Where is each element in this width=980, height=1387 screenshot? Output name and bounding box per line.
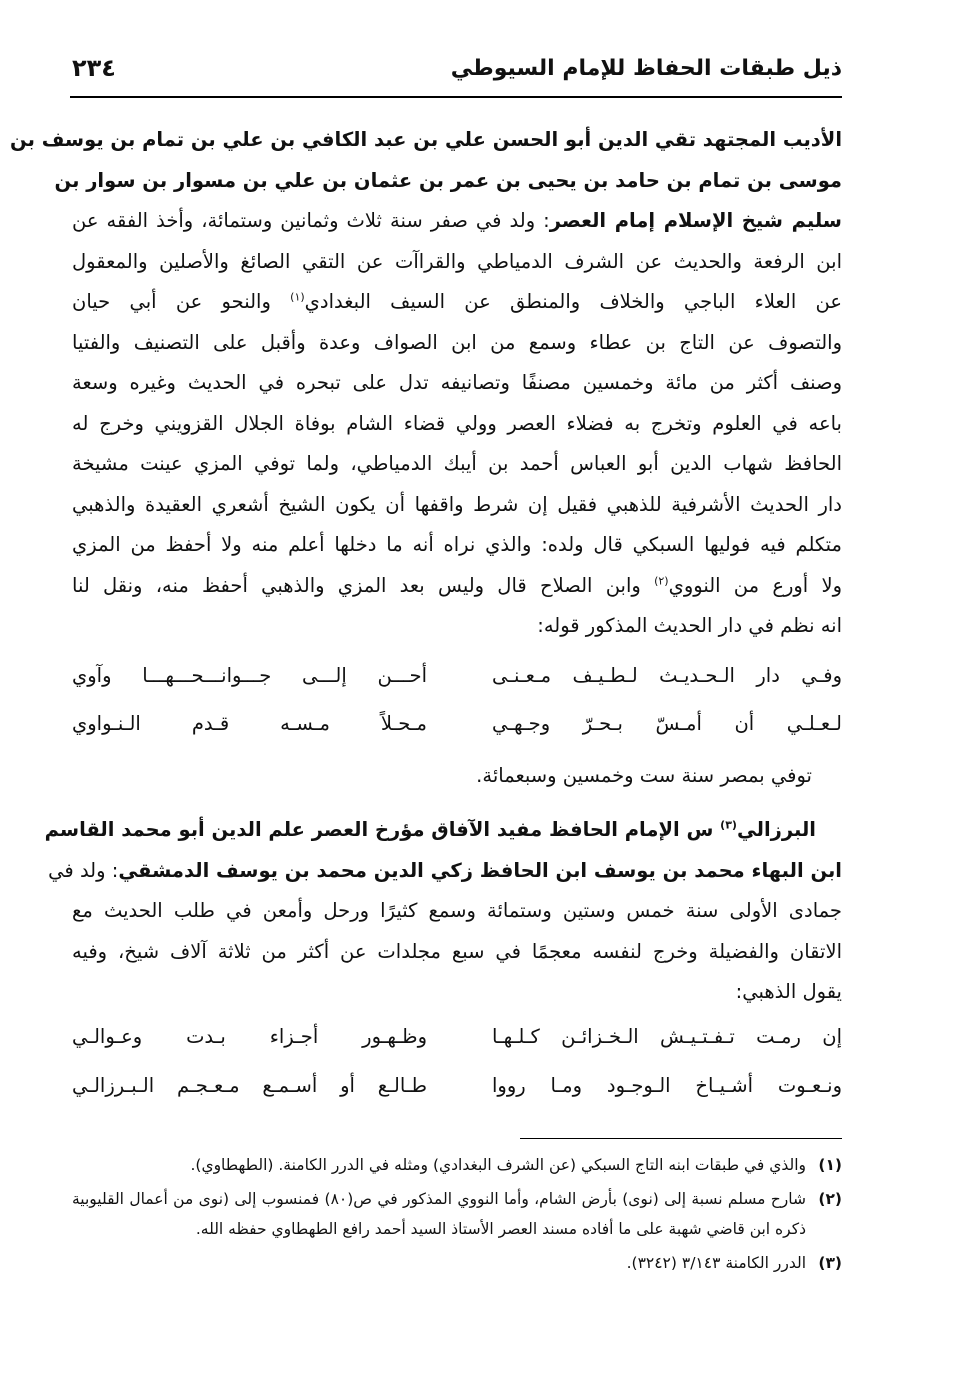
text-run: : ولد في	[48, 858, 119, 882]
footnote-text: الدرر الكامنة ٣/١٤٣ (٣٢٤٢).	[626, 1254, 806, 1272]
text-line: الحافظ شهاب الدين أبو العباس أحمد بن أيبك الدمياطي، ولما توفي المزي عينت مشيخة	[72, 452, 842, 475]
footnote-mark-2: (٢)	[654, 574, 669, 587]
verse-hemistich: مـحـلاً مـسـه قـدم الـنـواوي	[72, 712, 427, 735]
text-line: الاتقان والفضيلة وخرج لنفسه معجمًا في سبع مجلدات عن أكثر من ثلاثة آلاف شيخ، وفيه	[72, 939, 842, 963]
footnote	[72, 1150, 842, 1180]
verse-hemistich: إن رمـت تـفـتـيـش الـخـزائـن كـلـهـا	[492, 1025, 842, 1048]
verse-hemistich: لـعـلـي أن أمـسّ بـحـرّ وجـهـي	[492, 712, 842, 735]
running-title: ذيل طبقات الحفاظ للإمام السيوطي	[450, 56, 842, 81]
text-line: متكلم فيه فوليها السبكي قال ولده: والذي نراه أنه ما دخلها أعلم منه ولا أحفظ من المزي	[72, 533, 842, 556]
verse-line	[72, 1074, 842, 1116]
text-run: ولا أورع من النووي	[668, 573, 842, 597]
text-line	[44, 810, 842, 851]
text-line: جمادى الأولى سنة خمس وستين وستمائة وسمع كثيرًا ورحل وأمعن في طلب الحديث مع	[72, 899, 842, 922]
verse-line	[72, 1025, 842, 1067]
text-line: دار الحديث الأشرفية للذهبي فقيل إن شرط واقفها أن يكون الشيخ أشعري العقيدة والذهبي	[72, 492, 842, 516]
text-line	[48, 851, 842, 892]
verse-hemistich: طـالـع أو أسـمـع مـعـجـم الـبـرزالـي	[72, 1074, 427, 1097]
footnote	[72, 1184, 842, 1244]
footnote-rule	[520, 1138, 842, 1139]
footnote-number: (١)	[818, 1156, 842, 1174]
bold-title: سليم شيخ الإسلام إمام العصر	[549, 209, 842, 232]
text-line: والتصوف عن التاج بن عطاء وسمع من ابن الصواف وعدة وأقبل على التصنيف والفتيا	[72, 330, 842, 354]
header-rule	[70, 96, 842, 98]
text-run: والنحو عن أبي حيان	[72, 290, 271, 313]
text-line: ابن الرفعة والحديث عن الشرف الدمياطي والقراآت عن التقي الصائغ والأصلين والمعقول	[72, 249, 842, 273]
text-line	[72, 566, 842, 607]
entry-name: البرزالي	[736, 818, 816, 841]
footnote-text: والذي في طبقات ابنه التاج السبكي (عن الشرف البغدادي) ومثله في الدرر الكامنة. (الطهطاوي).	[190, 1156, 806, 1174]
running-header	[72, 50, 842, 96]
footnotes	[72, 1150, 842, 1282]
text-line	[72, 282, 842, 323]
footnote-text: شارح مسلم نسبة إلى (نوى) بأرض الشام، وأما النووي المذكور في ص(٨٠) فمنسوب إلى (نوى من أعمال القليوبية ذكره ابن قاضي شهبة على ما أفاده مسند العصر الأستاذ السيد أحمد رافع الطهطاوي حفظه الله.	[72, 1190, 806, 1238]
entry-birzali	[44, 810, 842, 1013]
footnote-mark-1: (١)	[290, 290, 305, 304]
text-run: س الإمام الحافظ مفيد الآفاق مؤرخ العصر علم الدين أبو محمد القاسم	[44, 818, 714, 841]
text-line: يقول الذهبي:	[735, 980, 842, 1003]
footnote	[72, 1248, 842, 1278]
bold-name: ابن البهاء محمد بن يوسف ابن الحافظ زكي الدين محمد بن يوسف الدمشقي	[118, 858, 842, 882]
verse-line	[72, 664, 842, 706]
verse-hemistich: ونـعـوت أشـيـاخ الـوجـود ومـا رووا	[492, 1074, 842, 1097]
text-line: الأديب المجتهد تقي الدين أبو الحسن علي بن عبد الكافي بن علي بن تمام بن يوسف بن	[10, 128, 842, 151]
text-line: وصنف أكثر من مائة وخمسين مصنفًا وتصانيفه تدل على تبحره في الحديث وغيره وسعة	[72, 371, 842, 394]
text-line: توفي بمصر سنة ست وخمسين وسبعمائة.	[476, 764, 812, 787]
verse-line	[72, 712, 842, 754]
verse-hemistich: وفـي دار الـحـديـث لـطـيـف مـعـنـى	[492, 664, 842, 687]
footnote-number: (٢)	[818, 1190, 842, 1208]
verse-hemistich: وظـهـور أجـزاء بـدت وعـوالـي	[72, 1025, 427, 1048]
death-note	[72, 756, 842, 797]
verse-hemistich: أحـــن إلـــى جـــوانـــحـــهـــا وآوي	[72, 664, 427, 687]
text-line	[72, 201, 842, 242]
footnote-number: (٣)	[818, 1254, 842, 1272]
page-number: ٢٣٤	[72, 54, 116, 82]
text-line: باعه في العلوم وتخرج به فضلاء العصر وولي قضاء الشام بوفاة الجلال القزويني وخرج له	[72, 411, 842, 435]
text-run: عن العلاء الباجي والخلاف والمنطق عن السيف البغدادي	[304, 290, 842, 313]
text-line: انه نظم في دار الحديث المذكور قوله:	[537, 614, 842, 637]
entry-subki	[10, 120, 842, 647]
footnote-mark-3: (٣)	[720, 818, 737, 832]
text-run: : ولد في صفر سنة ثلاث وثمانين وستمائة، وأخذ الفقه عن	[72, 209, 550, 232]
text-run: وابن الصلاح قال وليس بعد المزي والذهبي أحفظ منه، ونقل لنا	[72, 573, 641, 597]
text-line: موسى بن تمام بن حامد بن يحيى بن عمر بن عثمان بن علي بن مسوار بن سوار بن	[54, 168, 842, 192]
